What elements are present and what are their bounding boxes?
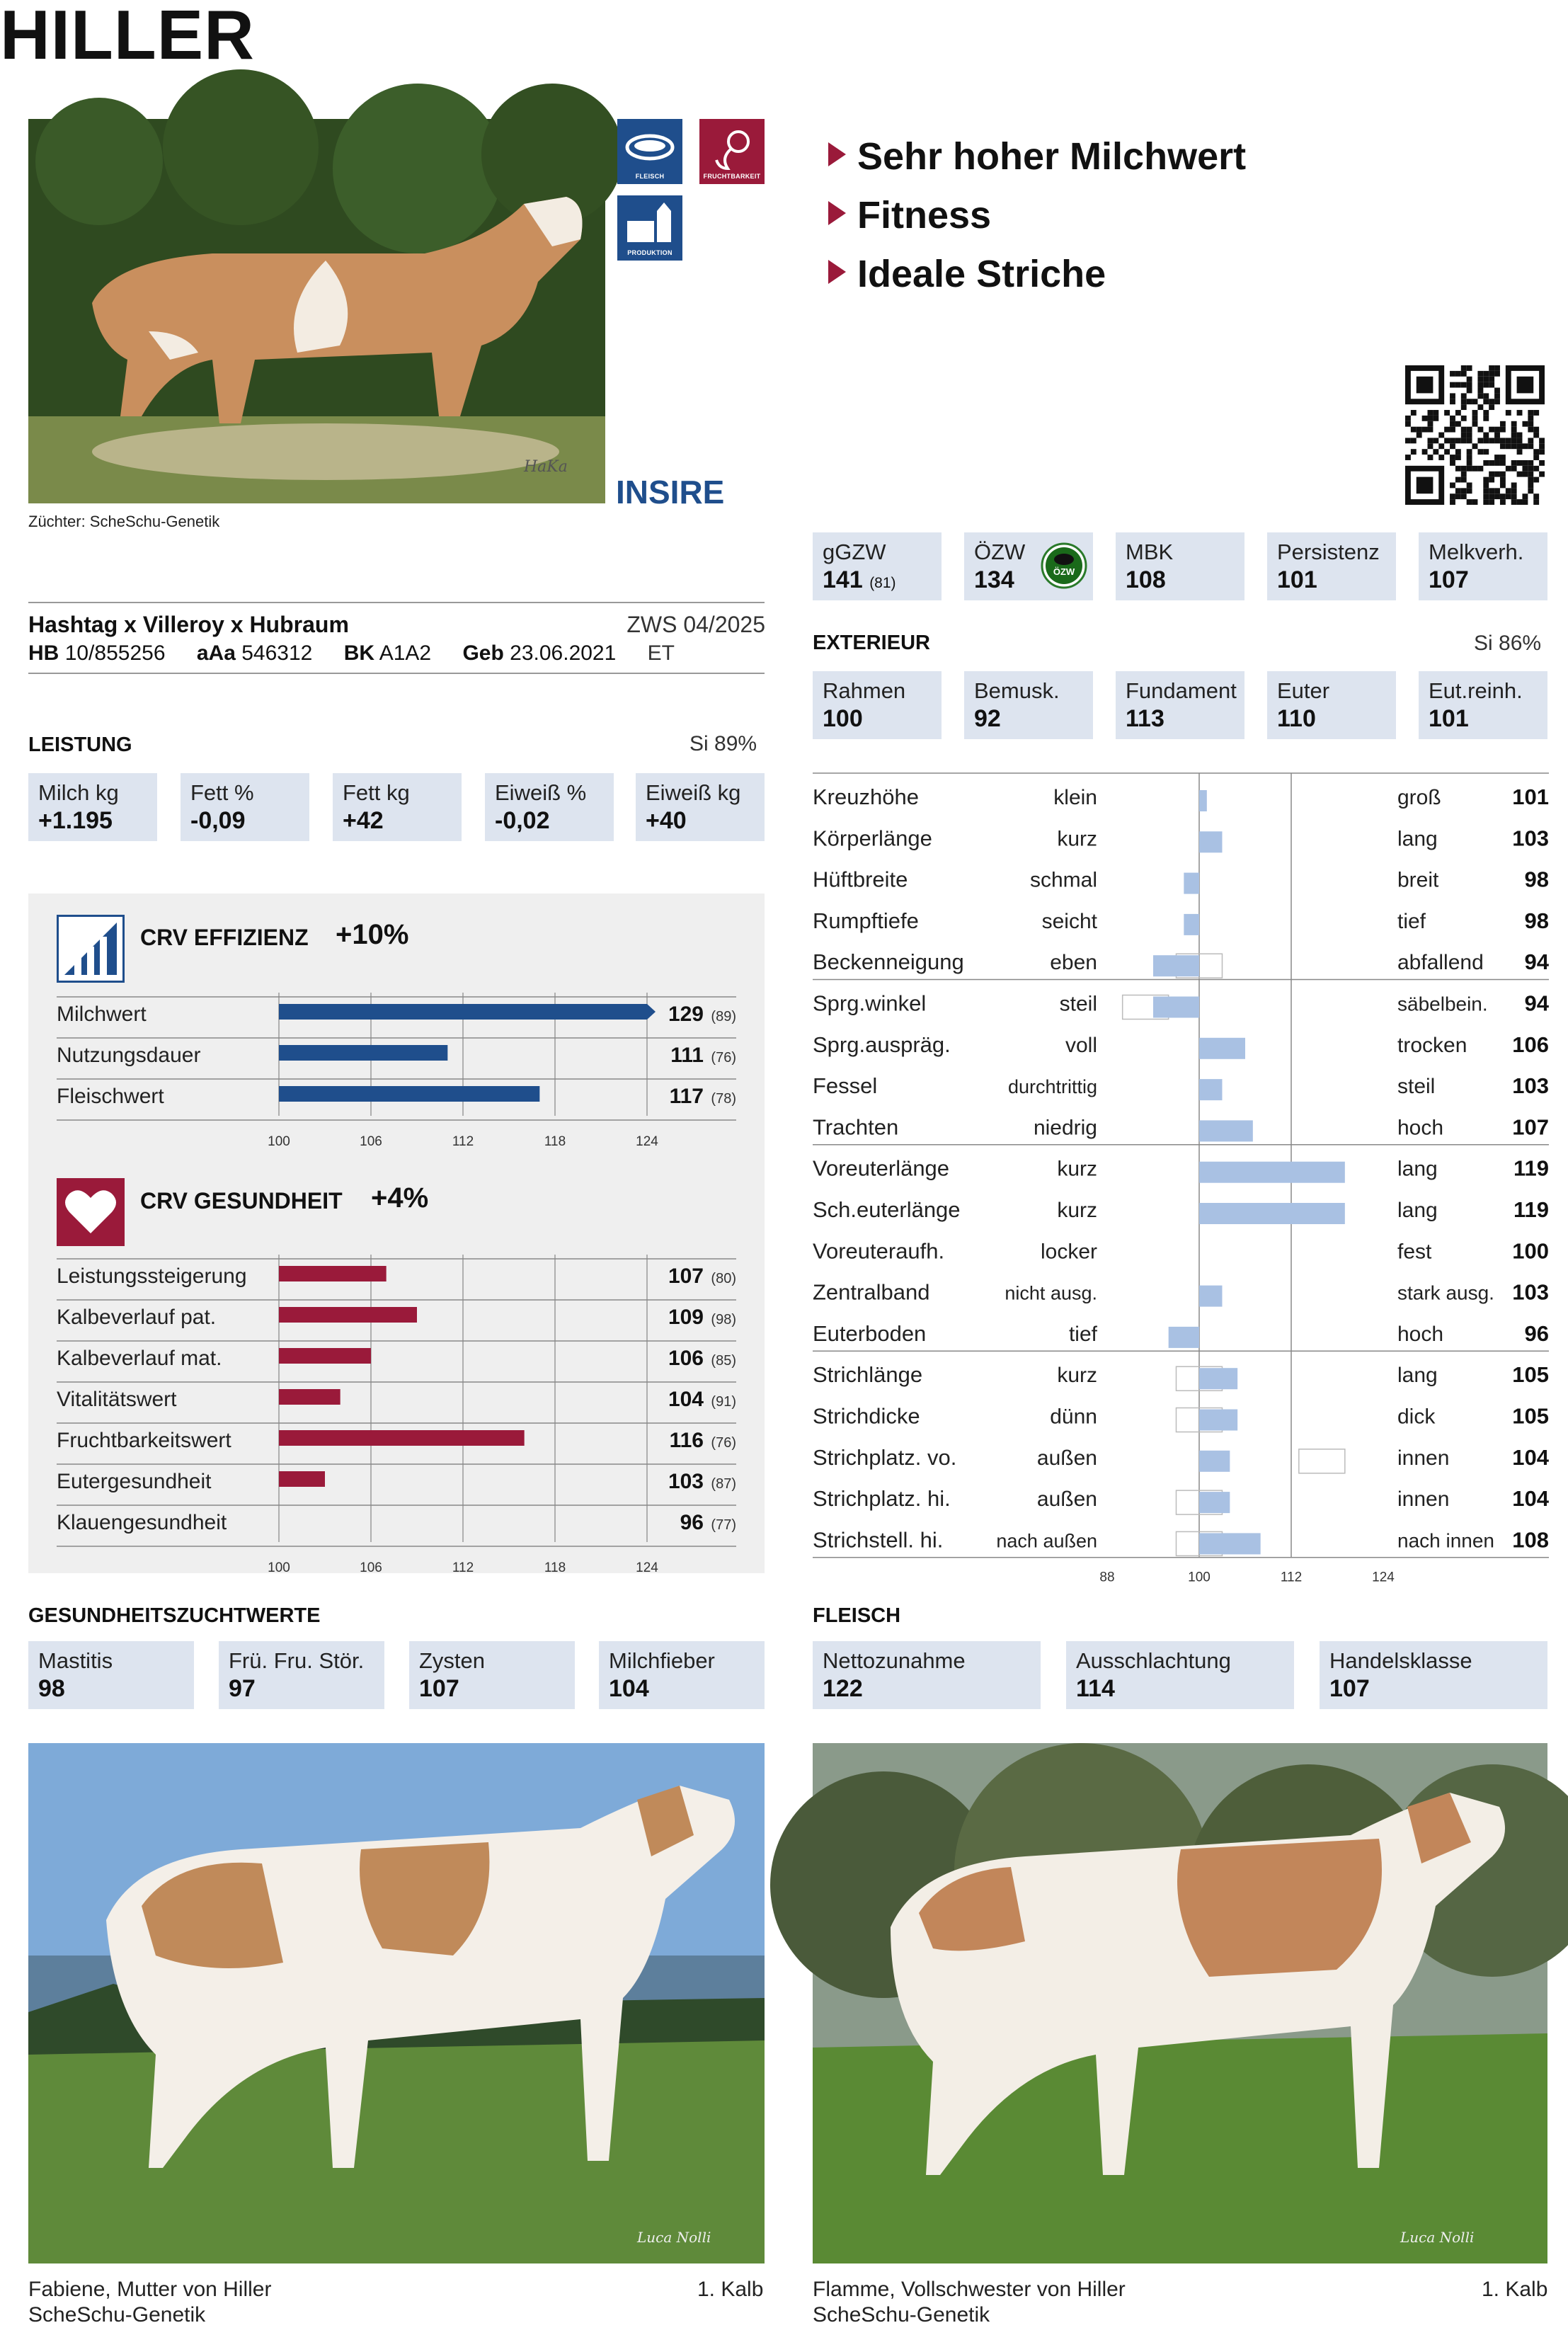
exterieur-title: EXTERIEUR — [813, 632, 930, 654]
gzw-milchfieber: Milchfieber 104 — [599, 1641, 765, 1709]
trait-label: Hüftbreite — [813, 867, 908, 892]
trait-right-pole: nach innen — [1397, 1529, 1495, 1552]
trait-bar — [1184, 873, 1199, 894]
trait-label: Kreuzhöhe — [813, 784, 919, 809]
crv-effizienz-row-si: (78) — [711, 1091, 736, 1107]
axis-tick-label: 100 — [268, 1560, 290, 1575]
trait-label: Strichlänge — [813, 1362, 923, 1388]
bull-name: HILLER — [0, 0, 255, 74]
trait-left-pole: schmal — [1029, 868, 1097, 892]
axis-tick-label: 124 — [636, 1560, 658, 1575]
pedigree-line: Hashtag x Villeroy x Hubraum — [28, 612, 349, 637]
optimum-range-box — [1299, 1449, 1345, 1473]
trait-right-pole: säbelbein. — [1397, 993, 1488, 1015]
trait-left-pole: nicht ausg. — [1005, 1282, 1097, 1304]
qr-code[interactable] — [1405, 365, 1545, 505]
ozw-logo — [1041, 542, 1087, 589]
crv-gesundheit-row-value: 116 — [669, 1429, 704, 1452]
exterieur-si: Si 86% — [1474, 632, 1542, 655]
fleisch-nettozunahme: Nettozunahme 122 — [813, 1641, 1041, 1709]
trait-right-pole: groß — [1397, 786, 1441, 809]
crv-gesundheit-pct: +4% — [371, 1182, 429, 1214]
crv-effizienz-row-label: Nutzungsdauer — [57, 1044, 201, 1067]
crv-effizienz-row-value: 117 — [669, 1085, 704, 1108]
trait-left-pole: kurz — [1057, 1157, 1097, 1181]
trait-left-pole: klein — [1053, 786, 1097, 809]
trait-label: Euterboden — [813, 1320, 927, 1346]
trait-right-pole: breit — [1397, 868, 1439, 892]
trait-bar — [1199, 1079, 1223, 1100]
axis-tick-label: 124 — [636, 1134, 658, 1149]
bullet-triangle-icon — [828, 260, 846, 284]
crv-gesundheit-row-si: (87) — [711, 1476, 736, 1492]
trait-label: Körperlänge — [813, 826, 932, 851]
trait-right-pole: lang — [1397, 1157, 1438, 1181]
crv-effizienz-row-si: (89) — [711, 1009, 736, 1024]
trait-value: 105 — [1512, 1362, 1549, 1388]
leistung-title: LEISTUNG — [28, 733, 132, 756]
crv-gesundheit-row-label: Kalbeverlauf pat. — [57, 1306, 217, 1329]
dam-caption-kalb: 1. Kalb — [697, 2278, 764, 2301]
trait-left-pole: außen — [1036, 1446, 1097, 1470]
axis-tick-label: 118 — [544, 1134, 566, 1149]
crv-gesundheit-row-bar — [279, 1389, 341, 1405]
heart-icon — [57, 1178, 125, 1246]
trait-label: Strichplatz. vo. — [813, 1444, 957, 1470]
trait-right-pole: stark ausg. — [1397, 1281, 1494, 1304]
trait-label: Sprg.auspräg. — [813, 1032, 951, 1057]
trait-left-pole: kurz — [1057, 827, 1097, 851]
trait-value: 107 — [1512, 1114, 1549, 1140]
produktion-icon: PRODUKTION — [617, 195, 682, 261]
axis-tick-label: 100 — [1188, 1570, 1211, 1585]
trait-value: 105 — [1512, 1403, 1549, 1429]
sister-caption-name: Flamme, Vollschwester von Hiller — [813, 2278, 1126, 2301]
axis-tick-label: 106 — [360, 1560, 382, 1575]
crv-gesundheit-row-value: 103 — [668, 1470, 704, 1493]
trait-value: 101 — [1512, 784, 1549, 809]
exterieur-main-3: Euter 110 — [1267, 671, 1396, 739]
trait-left-pole: niedrig — [1033, 1116, 1097, 1140]
bullet-triangle-icon — [828, 201, 846, 225]
crv-gesundheit-row-value: 104 — [668, 1388, 704, 1411]
total-0: gGZW 141 (81) — [813, 532, 942, 600]
exterieur-linear-chart — [813, 770, 1549, 1592]
total-4: Melkverh. 107 — [1419, 532, 1547, 600]
trait-left-pole: nach außen — [996, 1530, 1097, 1552]
dam-caption-breeder: ScheSchu-Genetik — [28, 2303, 206, 2327]
crv-effizienz-row-value: 129 — [668, 1003, 704, 1026]
crv-gesundheit-row-si: (98) — [711, 1312, 736, 1328]
trait-value: 103 — [1512, 1279, 1549, 1305]
trait-value: 104 — [1512, 1486, 1549, 1512]
axis-tick-label: 106 — [360, 1134, 382, 1149]
trait-right-pole: abfallend — [1397, 951, 1484, 975]
crv-effizienz-row-bar — [279, 1045, 447, 1061]
crv-gesundheit-row-value: 96 — [680, 1511, 704, 1534]
sister-photo — [813, 1743, 1547, 2263]
trait-right-pole: dick — [1397, 1405, 1436, 1429]
crv-gesundheit-row-bar — [279, 1307, 417, 1323]
exterieur-main-2: Fundament 113 — [1116, 671, 1244, 739]
leistung-si: Si 89% — [689, 732, 757, 755]
crv-gesundheit-row-label: Klauengesundheit — [57, 1511, 227, 1534]
trait-value: 108 — [1512, 1527, 1549, 1553]
trait-left-pole: eben — [1050, 951, 1097, 975]
trait-right-pole: trocken — [1397, 1033, 1467, 1057]
trait-value: 94 — [1524, 949, 1549, 975]
trait-right-pole: hoch — [1397, 1116, 1444, 1140]
photo-watermark: Luca Nolli — [637, 2229, 711, 2246]
trait-left-pole: durchtrittig — [1007, 1076, 1097, 1098]
pedigree-ids: HB 10/855256 aAa 546312 BK A1A2 Geb 23.06.2021 ET — [28, 641, 675, 665]
fleisch-handelsklasse: Handelsklasse 107 — [1320, 1641, 1547, 1709]
crv-effizienz-row-label: Milchwert — [57, 1003, 147, 1026]
trait-bar — [1153, 955, 1199, 976]
highlight-1: Sehr hoher Milchwert — [828, 137, 1246, 176]
highlight-3: Ideale Striche — [828, 255, 1106, 293]
trait-value: 100 — [1512, 1238, 1549, 1264]
trait-bar — [1199, 1120, 1253, 1141]
trait-left-pole: kurz — [1057, 1364, 1097, 1388]
trait-right-pole: fest — [1397, 1240, 1432, 1264]
total-1: ÖZW 134 — [964, 532, 1093, 600]
fruchtbarkeit-icon: FRUCHTBARKEIT — [699, 119, 765, 184]
trait-value: 119 — [1513, 1155, 1549, 1181]
divider — [28, 602, 765, 603]
trait-value: 103 — [1512, 826, 1549, 851]
trait-value: 94 — [1524, 990, 1549, 1016]
trait-right-pole: innen — [1397, 1446, 1450, 1470]
trait-bar — [1199, 1451, 1230, 1472]
breeder-credit: Züchter: ScheSchu-Genetik — [28, 513, 220, 530]
total-2: MBK 108 — [1116, 532, 1244, 600]
trait-value: 98 — [1524, 908, 1549, 933]
leistung-eiweiss-kg: Eiweiß kg +40 — [636, 773, 765, 841]
exterieur-main-4: Eut.reinh. 101 — [1419, 671, 1547, 739]
crv-gesundheit-row-value: 109 — [668, 1306, 704, 1329]
trait-label: Voreuterlänge — [813, 1155, 950, 1181]
fleisch-title: FLEISCH — [813, 1604, 901, 1627]
trait-bar — [1199, 1368, 1237, 1389]
trait-left-pole: steil — [1059, 992, 1097, 1016]
leistung-fett-kg: Fett kg +42 — [333, 773, 462, 841]
trait-value: 104 — [1512, 1444, 1549, 1470]
crv-gesundheit-row-value: 106 — [668, 1347, 704, 1370]
trait-label: Fessel — [813, 1073, 878, 1099]
trait-label: Zentralband — [813, 1279, 930, 1305]
trait-label: Strichplatz. hi. — [813, 1486, 951, 1512]
axis-tick-label: 112 — [452, 1560, 474, 1575]
crv-gesundheit-chart — [28, 1255, 765, 1575]
gesundheit-zw-title: GESUNDHEITSZUCHTWERTE — [28, 1604, 321, 1627]
crv-effizienz-row-bar-arrow — [647, 1004, 656, 1020]
crv-gesundheit-row-label: Vitalitätswert — [57, 1388, 177, 1411]
crv-gesundheit-row-si: (80) — [711, 1271, 736, 1286]
crv-gesundheit-row-bar — [279, 1348, 371, 1364]
trait-right-pole: innen — [1397, 1488, 1450, 1512]
svg-text:ÖZW: ÖZW — [1053, 566, 1075, 577]
sister-caption-kalb: 1. Kalb — [1482, 2278, 1548, 2301]
trait-right-pole: hoch — [1397, 1322, 1444, 1346]
crv-effizienz-pct: +10% — [336, 919, 409, 950]
trait-bar — [1199, 1410, 1237, 1431]
trait-bar — [1199, 1038, 1245, 1059]
trait-right-pole: lang — [1397, 827, 1438, 851]
crv-effizienz-row-label: Fleischwert — [57, 1085, 164, 1108]
exterieur-main-1: Bemusk. 92 — [964, 671, 1093, 739]
crv-effizienz-title: CRV EFFIZIENZ — [140, 925, 309, 950]
zws-date: ZWS 04/2025 — [626, 612, 765, 637]
trait-value: 106 — [1512, 1032, 1549, 1057]
crv-gesundheit-row-label: Leistungssteigerung — [57, 1264, 247, 1288]
trait-left-pole: locker — [1040, 1240, 1097, 1264]
leistung-milch-kg: Milch kg +1.195 — [28, 773, 157, 841]
gzw-frue-fru-stoer: Frü. Fru. Stör. 97 — [219, 1641, 384, 1709]
trait-label: Beckenneigung — [813, 949, 964, 975]
trait-bar — [1199, 1203, 1345, 1224]
trait-left-pole: seicht — [1041, 909, 1097, 933]
efficiency-icon — [57, 915, 125, 983]
crv-gesundheit-row-si: (91) — [711, 1394, 736, 1410]
crv-gesundheit-row-label: Kalbeverlauf mat. — [57, 1347, 222, 1370]
trait-left-pole: dünn — [1050, 1405, 1097, 1429]
crv-gesundheit-row-si: (85) — [711, 1353, 736, 1369]
trait-right-pole: tief — [1397, 909, 1426, 933]
trait-value: 98 — [1524, 867, 1549, 892]
bull-photo — [28, 119, 605, 503]
total-3: Persistenz 101 — [1267, 532, 1396, 600]
trait-label: Sprg.winkel — [813, 990, 927, 1016]
dam-photo — [28, 1743, 765, 2263]
brand-logo: INSIRE — [616, 474, 725, 510]
trait-value: 96 — [1524, 1320, 1549, 1346]
trait-bar — [1169, 1327, 1199, 1348]
crv-panel — [28, 894, 765, 1573]
trait-value: 103 — [1512, 1073, 1549, 1099]
crv-gesundheit-row-bar — [279, 1266, 387, 1281]
trait-bar — [1199, 1162, 1345, 1183]
fleisch-ausschlachtung: Ausschlachtung 114 — [1066, 1641, 1294, 1709]
axis-tick-label: 112 — [452, 1134, 474, 1149]
trait-label: Rumpftiefe — [813, 908, 919, 933]
gzw-mastitis: Mastitis 98 — [28, 1641, 194, 1709]
trait-left-pole: außen — [1036, 1488, 1097, 1512]
crv-gesundheit-row-si: (76) — [711, 1435, 736, 1451]
divider — [28, 673, 765, 674]
trait-bar — [1199, 1286, 1223, 1307]
fleisch-icon: FLEISCH — [617, 119, 682, 184]
photo-watermark: Luca Nolli — [1400, 2229, 1475, 2246]
crv-effizienz-row-bar — [279, 1086, 539, 1102]
trait-bar — [1199, 790, 1207, 811]
crv-gesundheit-title: CRV GESUNDHEIT — [140, 1188, 343, 1214]
trait-bar — [1184, 914, 1199, 935]
axis-tick-label: 88 — [1099, 1570, 1115, 1585]
leistung-fett-pct: Fett % -0,09 — [181, 773, 309, 841]
crv-effizienz-chart — [28, 993, 765, 1149]
crv-effizienz-row-value: 111 — [670, 1044, 704, 1067]
crv-gesundheit-row-label: Fruchtbarkeitswert — [57, 1429, 231, 1452]
trait-right-pole: lang — [1397, 1364, 1438, 1388]
trait-label: Voreuteraufh. — [813, 1238, 945, 1264]
crv-gesundheit-row-bar — [279, 1430, 525, 1446]
trait-bar — [1199, 1492, 1230, 1513]
axis-tick-label: 100 — [268, 1134, 290, 1149]
trait-label: Sch.euterlänge — [813, 1197, 961, 1222]
photo-signature: HaKa — [524, 458, 568, 476]
dam-caption-name: Fabiene, Mutter von Hiller — [28, 2278, 272, 2301]
sister-caption-breeder: ScheSchu-Genetik — [813, 2303, 990, 2327]
crv-gesundheit-row-value: 107 — [668, 1264, 704, 1288]
trait-right-pole: steil — [1397, 1075, 1436, 1099]
trait-label: Strichstell. hi. — [813, 1527, 944, 1553]
crv-effizienz-row-si: (76) — [711, 1050, 736, 1066]
trait-value: 119 — [1513, 1197, 1549, 1222]
trait-bar — [1153, 997, 1199, 1018]
crv-gesundheit-row-label: Eutergesundheit — [57, 1470, 212, 1493]
trait-left-pole: kurz — [1057, 1199, 1097, 1222]
crv-gesundheit-row-si: (77) — [711, 1517, 736, 1533]
trait-left-pole: voll — [1065, 1033, 1097, 1057]
axis-tick-label: 118 — [544, 1560, 566, 1575]
exterieur-main-0: Rahmen 100 — [813, 671, 942, 739]
crv-gesundheit-row-bar — [279, 1471, 325, 1487]
trait-label: Trachten — [813, 1114, 899, 1140]
trait-left-pole: tief — [1068, 1322, 1097, 1346]
highlight-2: Fitness — [828, 196, 991, 234]
crv-effizienz-row-bar — [279, 1004, 647, 1020]
bullet-triangle-icon — [828, 142, 846, 166]
axis-tick-label: 112 — [1280, 1570, 1303, 1585]
trait-label: Strichdicke — [813, 1403, 920, 1429]
trait-bar — [1199, 831, 1223, 852]
axis-tick-label: 124 — [1372, 1570, 1395, 1585]
trait-bar — [1199, 1533, 1261, 1554]
gzw-zysten: Zysten 107 — [409, 1641, 575, 1709]
trait-right-pole: lang — [1397, 1199, 1438, 1222]
leistung-eiweiss-pct: Eiweiß % -0,02 — [485, 773, 614, 841]
